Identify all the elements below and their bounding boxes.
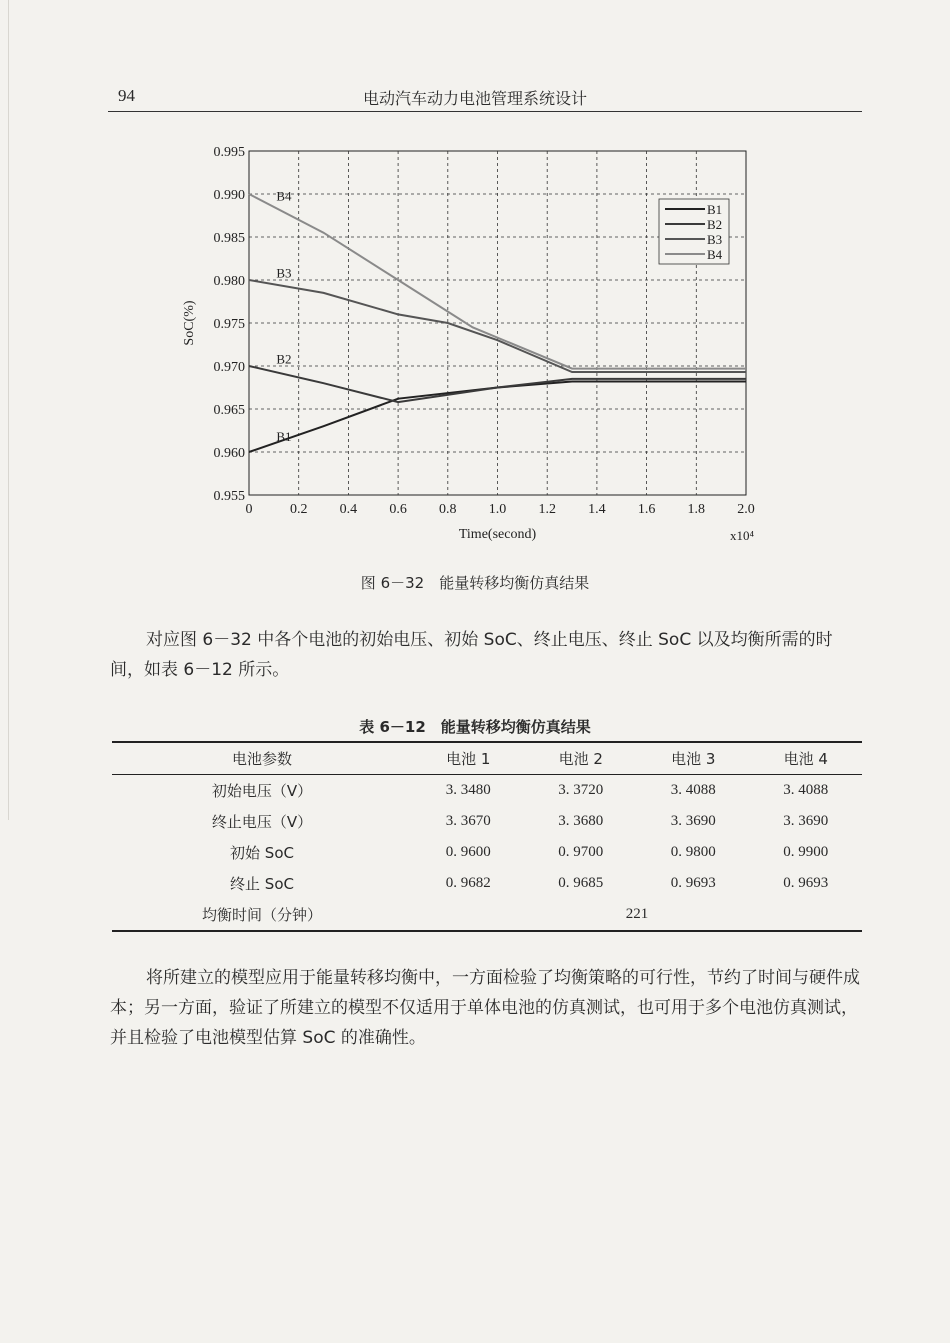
table-cell: 3. 4088 <box>670 782 716 798</box>
table-row <box>112 868 862 899</box>
running-title: 电动汽车动力电池管理系统设计 <box>362 89 587 108</box>
table-row <box>112 806 862 837</box>
y-tick-label: 0.980 <box>213 274 245 289</box>
x-tick-label: 0.4 <box>339 502 358 517</box>
table-cell: 3. 3680 <box>558 813 604 829</box>
table-cell: 0. 9800 <box>670 844 716 860</box>
paragraph-2: 将所建立的模型应用于能量转移均衡中，一方面检验了均衡策略的可行性，节约了时间与硬件成本；另一方面，验证了所建立的模型不仅适用于单体电池的仿真测试，也可用于多个电池仿真测试，并且检验了电池模型估算 SoC 的准确性。 <box>110 968 860 1048</box>
table-cell: 0. 9693 <box>783 875 829 891</box>
table-row <box>112 899 862 931</box>
page-number: 94 <box>118 86 135 105</box>
y-tick-label: 0.955 <box>213 489 245 504</box>
row-label: 均衡时间（分钟） <box>112 899 412 931</box>
x-axis-multiplier: x10⁴ <box>729 528 755 543</box>
x-tick-label: 1.4 <box>588 502 606 517</box>
table-cell: 0. 9685 <box>558 875 604 891</box>
table-cell: 221 <box>412 899 862 931</box>
legend-label-b4: B4 <box>707 247 723 262</box>
row-label: 初始电压（V） <box>211 782 313 800</box>
y-axis-label: SoC(%) <box>182 300 197 346</box>
table-cell: 3. 3720 <box>558 782 604 798</box>
table-cell: 0. 9900 <box>783 844 829 860</box>
figure-caption: 图 6－32 能量转移均衡仿真结果 <box>360 574 590 592</box>
y-tick-label: 0.975 <box>213 317 245 332</box>
x-tick-label: 1.0 <box>488 502 507 517</box>
y-tick-label: 0.960 <box>213 446 245 461</box>
series-label-b2: B2 <box>276 351 292 367</box>
series-label-b4: B4 <box>276 188 292 204</box>
x-tick-label: 1.6 <box>637 502 656 517</box>
paragraph-1: 对应图 6－32 中各个电池的初始电压、初始 SoC、终止电压、终止 SoC 以及均衡所需的时间，如表 6－12 所示。 <box>110 630 833 680</box>
legend-label-b1: B1 <box>707 202 723 217</box>
row-label: 终止电压（V） <box>211 813 313 831</box>
header-cell: 电池 4 <box>749 742 862 775</box>
y-tick-label: 0.985 <box>213 231 245 246</box>
table-row <box>112 837 862 868</box>
x-tick-label: 1.8 <box>687 502 706 517</box>
row-label: 初始 SoC <box>230 844 294 862</box>
table-cell: 3. 3690 <box>670 813 716 829</box>
table-cell: 3. 4088 <box>783 782 829 798</box>
header-rule <box>108 111 862 112</box>
x-tick-label: 0.8 <box>439 502 457 517</box>
header-cell: 电池 3 <box>637 742 749 775</box>
legend-label-b3: B3 <box>707 232 723 247</box>
y-tick-label: 0.970 <box>213 360 245 375</box>
table-cell: 0. 9700 <box>558 844 604 860</box>
legend-label-b2: B2 <box>707 217 723 232</box>
x-tick-label: 0.6 <box>389 502 407 517</box>
table-cell: 0. 9600 <box>445 844 491 860</box>
x-tick-label: 0.2 <box>289 502 308 517</box>
x-tick-label: 1.2 <box>538 502 556 517</box>
table-cell: 3. 3480 <box>445 782 491 798</box>
series-label-b3: B3 <box>276 265 292 281</box>
x-tick-label: 0 <box>245 502 253 517</box>
table-cell: 3. 3670 <box>445 813 491 829</box>
table-cell: 0. 9682 <box>445 875 491 891</box>
y-tick-label: 0.965 <box>213 403 245 418</box>
soc-chart <box>150 130 790 550</box>
table-row <box>112 775 862 807</box>
results-table <box>112 741 862 932</box>
header-cell: 电池参数 <box>112 742 412 775</box>
x-tick-label: 2.0 <box>737 502 755 517</box>
x-axis-label: Time(second) <box>458 527 537 542</box>
table-header-row <box>112 742 862 775</box>
page-margin-line <box>8 0 9 820</box>
header-cell: 电池 2 <box>525 742 637 775</box>
header-cell: 电池 1 <box>412 742 524 775</box>
y-tick-label: 0.990 <box>213 188 245 203</box>
table-cell: 3. 3690 <box>783 813 829 829</box>
table-cell: 0. 9693 <box>670 875 716 891</box>
series-label-b1: B1 <box>276 429 292 445</box>
y-tick-label: 0.995 <box>213 145 245 160</box>
table-caption: 表 6－12 能量转移均衡仿真结果 <box>359 718 591 736</box>
row-label: 终止 SoC <box>230 875 294 893</box>
